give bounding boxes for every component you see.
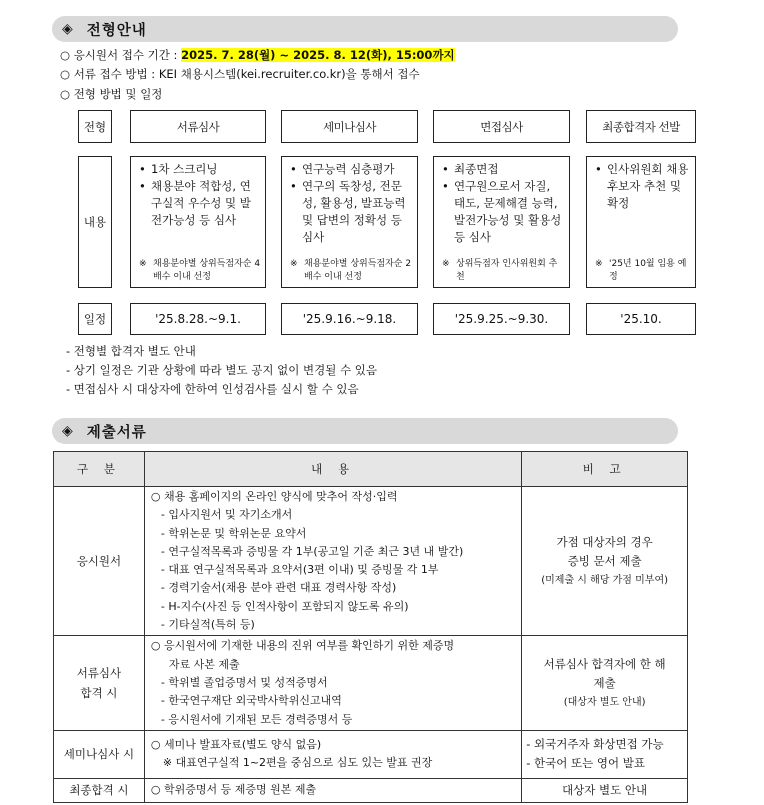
stage-content: • 1차 스크리닝 • 채용분야 적합성, 연구실적 우수성 및 발전가능성 등 심사 ※ 채용분야별 상위득점자순 4배수 이내 선정 [130,156,266,288]
stage-note: ※ '25년 10월 임용 예정 [595,259,687,282]
stage-header: 세미나심사 [281,110,418,143]
row-category: 응시원서 [54,487,145,636]
column-header: 비 고 [522,452,688,487]
stage-note: ※ 상위득점자 인사위원회 추천 [442,259,558,282]
table-header-row [54,452,688,487]
notice: - 면접심사 시 대상자에 한하여 인성검사를 실시 할 수 있음 [66,382,359,396]
section-title: 제출서류 [86,424,147,441]
row-content: ○ 학위증명서 등 제증명 원본 제출 [144,778,521,802]
row-label-schedule: 일정 [78,303,112,335]
documents-table [53,451,688,803]
stage-header: 서류심사 [130,110,266,143]
row-label-content: 내용 [78,156,112,288]
stage-header: 최종합격자 선발 [586,110,696,143]
table-row [54,730,688,778]
diamond-icon: ◈ [62,423,73,439]
reception-label: ○ 응시원서 접수 기간 : [60,48,182,62]
submission-method: ○ 서류 접수 방법 : KEI 채용시스템(kei.recruiter.co.kr)을 통해서 접수 [60,67,420,81]
stage-note: ※ 채용분야별 상위득점자순 4배수 이내 선정 [139,259,261,282]
section-header-selection [52,16,678,42]
row-category: 세미나심사 시 [54,730,145,778]
stage-content: • 인사위원회 채용후보자 추천 및 확정 ※ '25년 10월 임용 예정 [586,156,696,288]
stage-schedule: '25.10. [586,303,696,335]
stage-header: 면접심사 [433,110,570,143]
row-remark: 서류심사 합격자에 한 해 제출 (대상자 별도 안내) [522,636,688,730]
row-category: 서류심사 합격 시 [54,636,145,730]
stage-content: • 연구능력 심층평가 • 연구의 독창성, 전문성, 활용성, 발표능력 및 답변의 정확성 등 심사 ※ 채용분야별 상위득점자순 2배수 이내 선정 [281,156,418,288]
notice: - 전형별 합격자 별도 안내 [66,344,196,358]
row-remark: - 외국거주자 화상면접 가능 - 한국어 또는 영어 발표 [522,730,688,778]
table-row [54,778,688,802]
row-content: ○ 응시원서에 기재한 내용의 진위 여부를 확인하기 위한 제증명 자료 사본 제출 - 학위별 졸업증명서 및 성적증명서 - 한국연구재단 외국박사학위신고내역 - 응시원서에 기재된 모든 경력증명서 등 [144,636,521,730]
stage-note: ※ 채용분야별 상위득점자순 2배수 이내 선정 [290,259,412,282]
section-header-documents [52,418,678,444]
stage-schedule: '25.8.28.~9.1. [130,303,266,335]
stage-schedule: '25.9.25.~9.30. [433,303,570,335]
reception-period [60,47,455,63]
row-remark: 가점 대상자의 경우 증빙 문서 제출 (미제출 시 해당 가점 미부여) [522,487,688,636]
stage-content: • 최종면접 • 연구원으로서 자질, 태도, 문제해결 능력, 발전가능성 및 활용성 등 심사 ※ 상위득점자 인사위원회 추천 [433,156,570,288]
table-row [54,487,688,636]
row-label-stage: 전형 [78,110,112,143]
row-content: ○ 세미나 발표자료(별도 양식 없음) ※ 대표연구실적 1~2편을 중심으로 심도 있는 발표 권장 [144,730,521,778]
column-header: 구 분 [54,452,145,487]
row-remark: 대상자 별도 안내 [522,778,688,802]
row-content: ○ 채용 홈페이지의 온라인 양식에 맞추어 작성·입력 - 입사지원서 및 자기소개서 - 학위논문 및 학위논문 요약서 - 연구실적목록과 증빙물 각 1부(공고일 기준 최근 3년 내 발간) - 대표 연구실적목록과 요약서(3편 이내) 및 증빙물 각 1부 - 경력기술서(채용 분야 관련 대표 경력사항 작성) - H-지수(사진 등 인적사항이 포함되지 않도록 유의) - 기타실적(특허 등) [144,487,521,636]
notice: - 상기 일정은 기관 상황에 따라 별도 공지 없이 변경될 수 있음 [66,363,377,377]
column-header: 내 용 [144,452,521,487]
stage-schedule: '25.9.16.~9.18. [281,303,418,335]
process-title: ○ 전형 방법 및 일정 [60,87,163,101]
row-category: 최종합격 시 [54,778,145,802]
reception-dates: 2025. 7. 28(월) ~ 2025. 8. 12(화), 15:00까지 [181,48,455,62]
diamond-icon: ◈ [62,21,73,37]
section-title: 전형안내 [86,22,147,39]
table-row [54,636,688,730]
